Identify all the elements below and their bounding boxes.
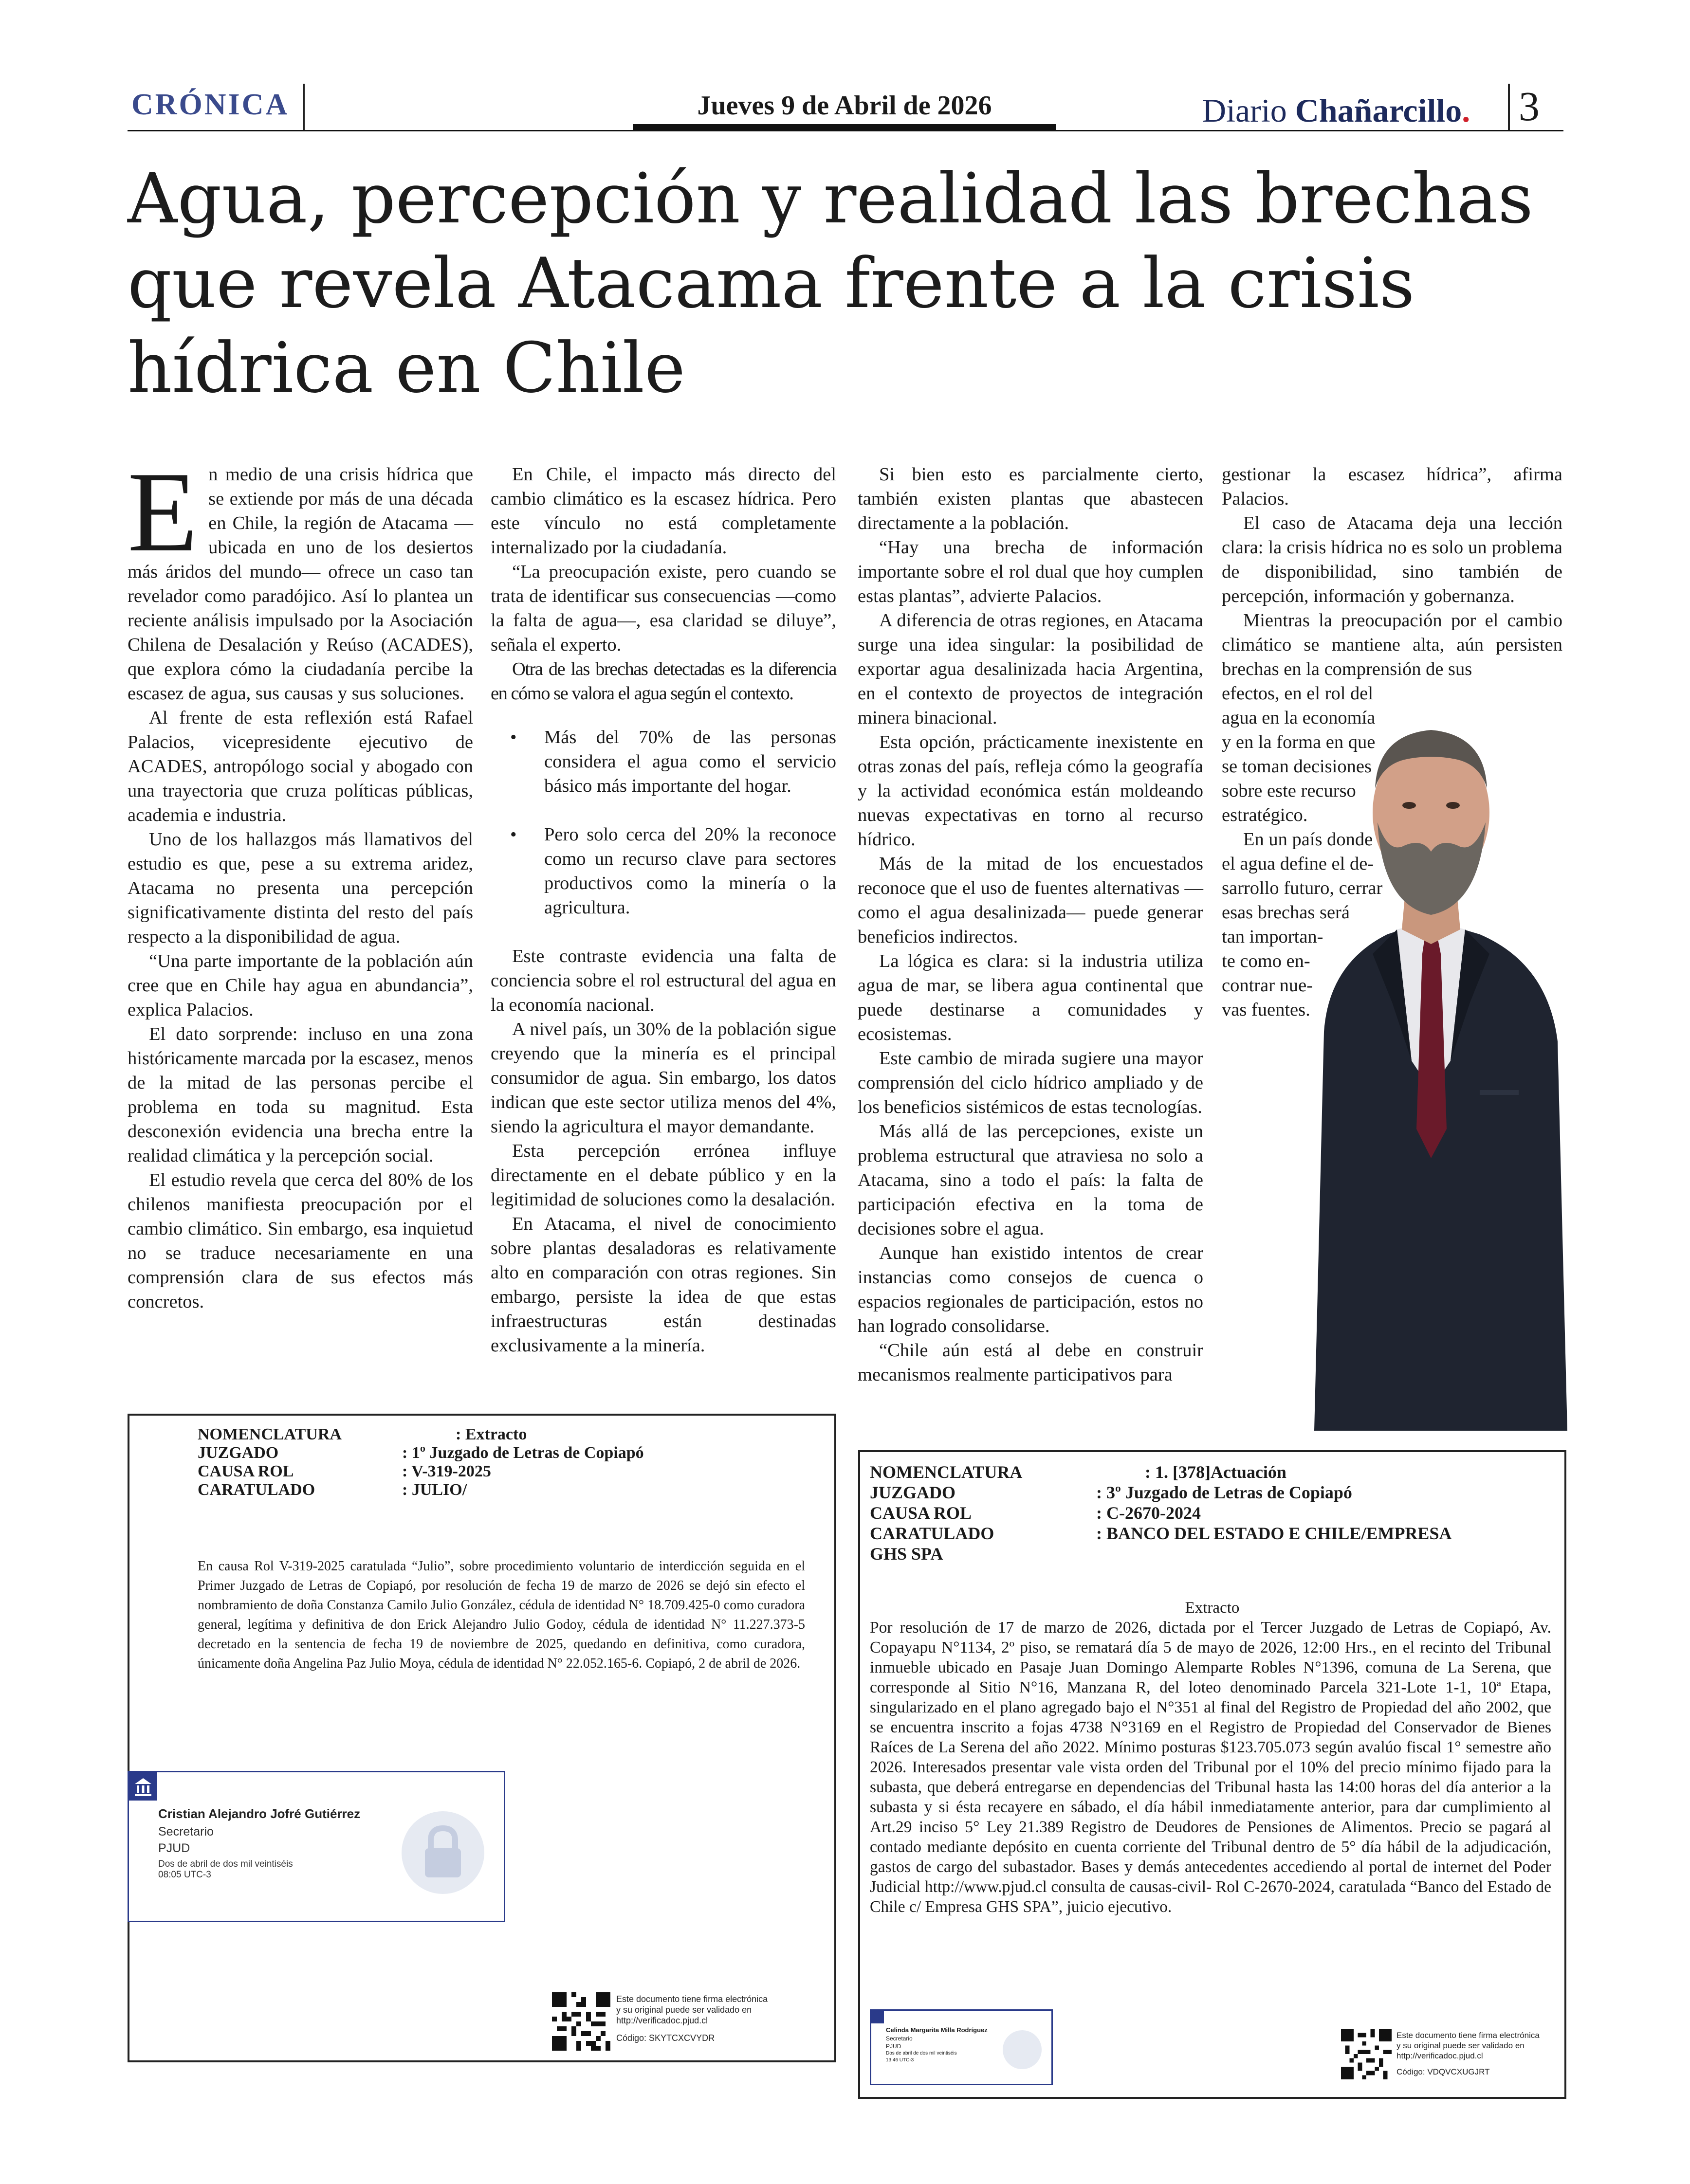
signer-org: PJUD bbox=[158, 1841, 190, 1855]
notice-field-label: CARATULADO bbox=[870, 1524, 994, 1543]
article-paragraph: Uno de los hallazgos más llamativos del estudio es que, pese a su extrema aridez, Atacama no presenta una percepción significativamente distinta del resto del país respecto a la disponibilidad de agua. bbox=[128, 829, 473, 947]
article-paragraph: Esta opción, prácticamente inexistente en otras zonas del país, refleja cómo la geografía y la actividad económica están moldeando nuevas expectativas en torno al recurso hídrico. bbox=[858, 732, 1203, 850]
brand-prefix: Diario bbox=[1202, 92, 1295, 129]
text-line: el agua define el de- bbox=[1222, 854, 1374, 874]
article-paragraph: El caso de Atacama deja una lección clara: la crisis hídrica no es solo un problema de disponibilidad, sino también de percepción, información y gobernanza. bbox=[1222, 513, 1562, 606]
article-paragraph: Otra de las brechas detectadas es la diferencia en cómo se valora el agua según el contexto. bbox=[491, 659, 836, 704]
issue-date: Jueves 9 de Abril de 2026 bbox=[697, 91, 992, 121]
text-line: sarrollo futuro, cerrar bbox=[1222, 878, 1383, 898]
lock-icon bbox=[402, 1811, 484, 1894]
article-paragraph: A nivel país, un 30% de la población sigue creyendo que la minería es el principal consumidor de agua. Sin embargo, los datos indican que este sector utiliza menos del 4%, siendo la agricultura el mayor demandante. bbox=[491, 1019, 836, 1137]
legal-notice-1 bbox=[128, 1414, 836, 2062]
article-paragraph: El dato sorprende: incluso en una zona históricamente marcada por la escasez, menos de la mitad de las personas percibe el problema en toda su magnitud. Esta desconexión evidencia una brecha entre la realidad climática y la percepción social. bbox=[128, 1024, 473, 1166]
article-paragraph: Al frente de esta reflexión está Rafael Palacios, vicepresidente ejecutivo de ACADES, antropólogo social y abogado con una trayectoria que cruza políticas públicas, academia e industria. bbox=[128, 708, 473, 825]
section-label: CRÓNICA bbox=[131, 88, 290, 121]
article-column-2 bbox=[491, 462, 836, 1358]
signature-date: Dos de abril de dos mil veintiséis bbox=[886, 2051, 957, 2056]
article-paragraph: Aunque han existido intentos de crear instancias como consejos de cuenca o espacios regionales de participación, estos no han logrado consolidarse. bbox=[858, 1243, 1203, 1336]
notice-field-label: JUZGADO bbox=[870, 1483, 956, 1502]
article-paragraph: “Una parte importante de la población aún cree que en Chile hay agua en abundancia”, explica Palacios. bbox=[128, 951, 473, 1020]
text-line: En un país donde bbox=[1243, 829, 1373, 850]
article-paragraph: El estudio revela que cerca del 80% de los chilenos manifiesta preocupación por el cambio climático. Sin embargo, esa inquietud no se traduce necesariamente en una comprensión clara de sus efectos más concretos. bbox=[128, 1170, 473, 1312]
text-line: contrar nue- bbox=[1222, 975, 1313, 996]
legal-notice-2 bbox=[858, 1450, 1566, 2099]
text-line: y en la forma en que bbox=[1222, 732, 1376, 752]
notice-field-value: : Extracto bbox=[456, 1425, 527, 1443]
signature-time: 13:46 UTC-3 bbox=[886, 2057, 914, 2063]
page-number: 3 bbox=[1519, 83, 1540, 129]
notice-field-label: CAUSA ROL bbox=[198, 1462, 294, 1480]
notice-field-label: JUZGADO bbox=[198, 1444, 279, 1462]
text-line: tan importan- bbox=[1222, 927, 1323, 947]
article-paragraph: gestionar la escasez hídrica”, afirma Palacios. bbox=[1222, 464, 1562, 509]
bank-icon bbox=[871, 2011, 884, 2023]
drop-cap: E bbox=[128, 449, 198, 576]
text-line: agua en la economía bbox=[1222, 708, 1376, 728]
brand-dot: . bbox=[1462, 92, 1470, 129]
text-line: estratégico. bbox=[1222, 805, 1308, 825]
article-paragraph: Más allá de las percepciones, existe un problema estructural que atraviesa no solo a Atacama, sino a todo el país: la falta de participación efectiva en la toma de decisiones sobre el agua. bbox=[858, 1121, 1203, 1239]
article-paragraph: Este cambio de mirada sugiere una mayor comprensión del ciclo hídrico ampliado y de los beneficios sistémicos de estas tecnologías. bbox=[858, 1048, 1203, 1117]
verify-note: Este documento tiene firma electrónica y su original puede ser validado en http://verificadoc.pjud.cl Código: SKYTCXCVYDR bbox=[616, 1994, 768, 2043]
notice-field-value: : V-319-2025 bbox=[402, 1462, 491, 1480]
notice-field-value: : C-2670-2024 bbox=[1096, 1503, 1201, 1523]
verify-url[interactable]: http://verificadoc.pjud.cl bbox=[616, 2016, 708, 2025]
notice-field-value: : 1. [378]Actuación bbox=[1145, 1462, 1286, 1482]
article-paragraph: En medio de una crisis hídrica que se extiende por más de una década en Chile, la región de Atacama —ubicada en uno de los desiertos más áridos del mundo— ofrece un caso tan revelador como paradójico. Así lo plantea un reciente análisis impulsado por la Asociación Chilena de Desalación y Reúso (ACADES), que explora cómo la ciudadanía percibe la escasez de agua, sus causas y sus soluciones. bbox=[128, 449, 473, 704]
signature-date: Dos de abril de dos mil veintiséis bbox=[158, 1859, 293, 1869]
notice-field-value: : JULIO/ bbox=[402, 1481, 467, 1499]
lock-icon bbox=[1003, 2030, 1042, 2069]
verify-url[interactable]: http://verificadoc.pjud.cl bbox=[1396, 2051, 1483, 2060]
signer-name: Cristian Alejandro Jofré Gutiérrez bbox=[158, 1806, 361, 1821]
verify-code: Código: VDQVCXUGJRT bbox=[1396, 2067, 1490, 2076]
header-divider-left bbox=[303, 84, 305, 130]
qr-code[interactable] bbox=[1341, 2029, 1392, 2079]
article-paragraph: “Hay una brecha de información importante sobre el rol dual que hoy cumplen estas plantas”, advierte Palacios. bbox=[858, 537, 1203, 606]
bullet-list bbox=[491, 725, 836, 920]
text-line: efectos, en el rol del bbox=[1222, 683, 1374, 704]
signature-time: 08:05 UTC-3 bbox=[158, 1870, 211, 1880]
text-line: sobre este recurso bbox=[1222, 781, 1356, 801]
verify-note: Este documento tiene firma electrónica y su original puede ser validado en http://verificadoc.pjud.cl Código: VDQVCXUGJRT bbox=[1396, 2031, 1540, 2076]
signer-name: Celinda Margarita Milla Rodríguez bbox=[886, 2026, 988, 2034]
portrait-photo bbox=[1295, 691, 1567, 1431]
signer-role: Secretario bbox=[886, 2035, 913, 2042]
article-paragraph: Más de la mitad de los encuestados reconoce que el uso de fuentes alternativas —como el agua desalinizada— puede generar beneficios indirectos. bbox=[858, 854, 1203, 947]
article-paragraph: A diferencia de otras regiones, en Atacama surge una idea singular: la posibilidad de exportar agua desalinizada hacia Argentina, en el contexto de proyectos de integración minera binacional. bbox=[858, 610, 1203, 728]
text-line: se toman decisiones bbox=[1222, 756, 1372, 777]
header-divider-right bbox=[1508, 84, 1510, 130]
article-column-3 bbox=[858, 462, 1203, 1387]
notice-field-label: CARATULADO bbox=[198, 1481, 315, 1499]
bullet-item: • Más del 70% de las personas considera el agua como el servicio básico más importante del hogar. bbox=[491, 725, 836, 798]
notice-field-value: : BANCO DEL ESTADO E CHILE/EMPRESA bbox=[1096, 1524, 1452, 1543]
signer-role: Secretario bbox=[158, 1825, 214, 1838]
bullet-marker: • bbox=[510, 727, 517, 747]
bullet-item: • Pero solo cerca del 20% la reconoce como un recurso clave para sectores productivos como la minería o la agricultura. bbox=[491, 822, 836, 920]
article-paragraph: Esta percepción errónea influye directamente en el debate público y en la legitimidad de soluciones como la desalación. bbox=[491, 1141, 836, 1210]
brand-name: Chañarcillo bbox=[1295, 92, 1462, 129]
article-paragraph: En Chile, el impacto más directo del cambio climático es la escasez hídrica. Pero este vínculo no está completamente internalizado por la ciudadanía. bbox=[491, 464, 836, 558]
text-line: vas fuentes. bbox=[1222, 1000, 1310, 1020]
newspaper-brand bbox=[1202, 91, 1470, 130]
article-paragraph: Este contraste evidencia una falta de conciencia sobre el rol estructural del agua en la economía nacional. bbox=[491, 946, 836, 1015]
notice-field-label: NOMENCLATURA bbox=[198, 1425, 342, 1443]
notice-field-value: : 1º Juzgado de Letras de Copiapó bbox=[402, 1444, 644, 1462]
bullet-marker: • bbox=[510, 824, 517, 845]
article-paragraph: La lógica es clara: si la industria utiliza agua de mar, se libera agua continental que puede destinarse a comunidades y ecosistemas. bbox=[858, 951, 1203, 1044]
notice-body: Por resolución de 17 de marzo de 2026, dictada por el Tercer Juzgado de Letras de Copiapó, Av. Copayapu N°1134, 2º piso, se rematará día 5 de mayo de 2026, 12:00 Hrs., en el recinto del Tribunal inmueble ubicado en Pasaje Juan Domingo Alemparte Robles N°1396, comuna de La Serena, que corresponde al Sitio N°16, Manzana R, del loteo denominado Parcela 321-Lote 1-1, 10ª Etapa, singularizado en el plano agregado bajo el N°351 al final del Registro de Propiedad del año 2002, que se encuentra inscrito a fojas 4738 N°3169 en el Registro de Propiedad del Conservador de Bienes Raíces de La Serena del año 2022. Mínimo posturas $123.705.073 según avalúo fiscal 1° semestre año 2026. Interesados presentar vale vista orden del Tribunal por el 10% del precio mínimo fijado para la subasta, que deberá entregarse en dependencias del Tribunal hasta las 14:00 horas del día anterior a la subasta y si ésta recayere en sábado, el día hábil inmediatamente anterior, para dar cumplimiento al Art.29 inciso 5° Ley 21.389 Registro de Deudores de Pensiones de Alimentos. Precio se pagará al contado mediante depósito en cuenta corriente del Tribunal dentro de 5° día hábil de la adjudicación, gastos de cargo del subastador. Bases y demás antecedentes accediendo al portal de internet del Poder Judicial http://www.pjud.cl consulta de causas-civil- Rol C-2670-2024, caratulada “Banco del Estado de Chile c/ Empresa GHS SPA”, juicio ejecutivo. bbox=[870, 1619, 1551, 1916]
verify-code: Código: SKYTCXCVYDR bbox=[616, 2033, 715, 2043]
notice-field-label: CAUSA ROL bbox=[870, 1503, 972, 1523]
notice-field-continuation: GHS SPA bbox=[870, 1544, 943, 1564]
qr-code[interactable] bbox=[552, 1992, 610, 2051]
notice-field-value: : 3º Juzgado de Letras de Copiapó bbox=[1096, 1483, 1352, 1502]
text-line: esas brechas será bbox=[1222, 902, 1350, 923]
signature-card bbox=[128, 1771, 505, 1922]
article-paragraph: En Atacama, el nivel de conocimiento sobre plantas desaladoras es relativamente alto en comparación con otras regiones. Sin embargo, persiste la idea de que estas infraestructuras están destinadas exclusivamente a la minería. bbox=[491, 1214, 836, 1356]
notice-body: En causa Rol V-319-2025 caratulada “Julio”, sobre procedimiento voluntario de interdicción seguida en el Primer Juzgado de Letras de Copiapó, por resolución de fecha 19 de marzo de 2026 se dejó sin efecto el nombramiento de doña Constanza Camilo Julio González, cédula de identidad N° 18.709.425-0 como curadora general, legítima y definitiva de don Erick Alejandro Julio Godoy, cédula de identidad N° 11.227.373-5 decretado en la sentencia de fecha 19 de noviembre de 2025, quedando en definitiva, como curadora, únicamente doña Angelina Paz Julio Moya, cédula de identidad N° 22.052.165-6. Copiapó, 2 de abril de 2026. bbox=[198, 1559, 805, 1671]
article-headline: Agua, percepción y realidad las brechas que revela Atacama frente a la crisis hídrica en Chile bbox=[128, 159, 1533, 408]
notice-subtitle: Extracto bbox=[1185, 1599, 1240, 1617]
article-column-1 bbox=[128, 449, 473, 1314]
article-paragraph: “Chile aún está al debe en construir mecanismos realmente participativos para bbox=[858, 1340, 1203, 1385]
signature-card bbox=[870, 2009, 1053, 2085]
header-rule bbox=[128, 130, 1563, 131]
bank-icon bbox=[129, 1772, 157, 1801]
article-paragraph: Mientras la preocupación por el cambio climático se mantiene alta, aún persisten brechas en la comprensión de sus bbox=[1222, 610, 1562, 679]
article-paragraph: Si bien esto es parcialmente cierto, también existen plantas que abastecen directamente a la población. bbox=[858, 464, 1203, 533]
notice-field-label: NOMENCLATURA bbox=[870, 1462, 1023, 1482]
text-line: te como en- bbox=[1222, 951, 1310, 971]
article-paragraph: “La preocupación existe, pero cuando se trata de identificar sus consecuencias —como la falta de agua—, esa claridad se diluye”, señala el experto. bbox=[491, 562, 836, 655]
signer-org: PJUD bbox=[886, 2043, 901, 2050]
